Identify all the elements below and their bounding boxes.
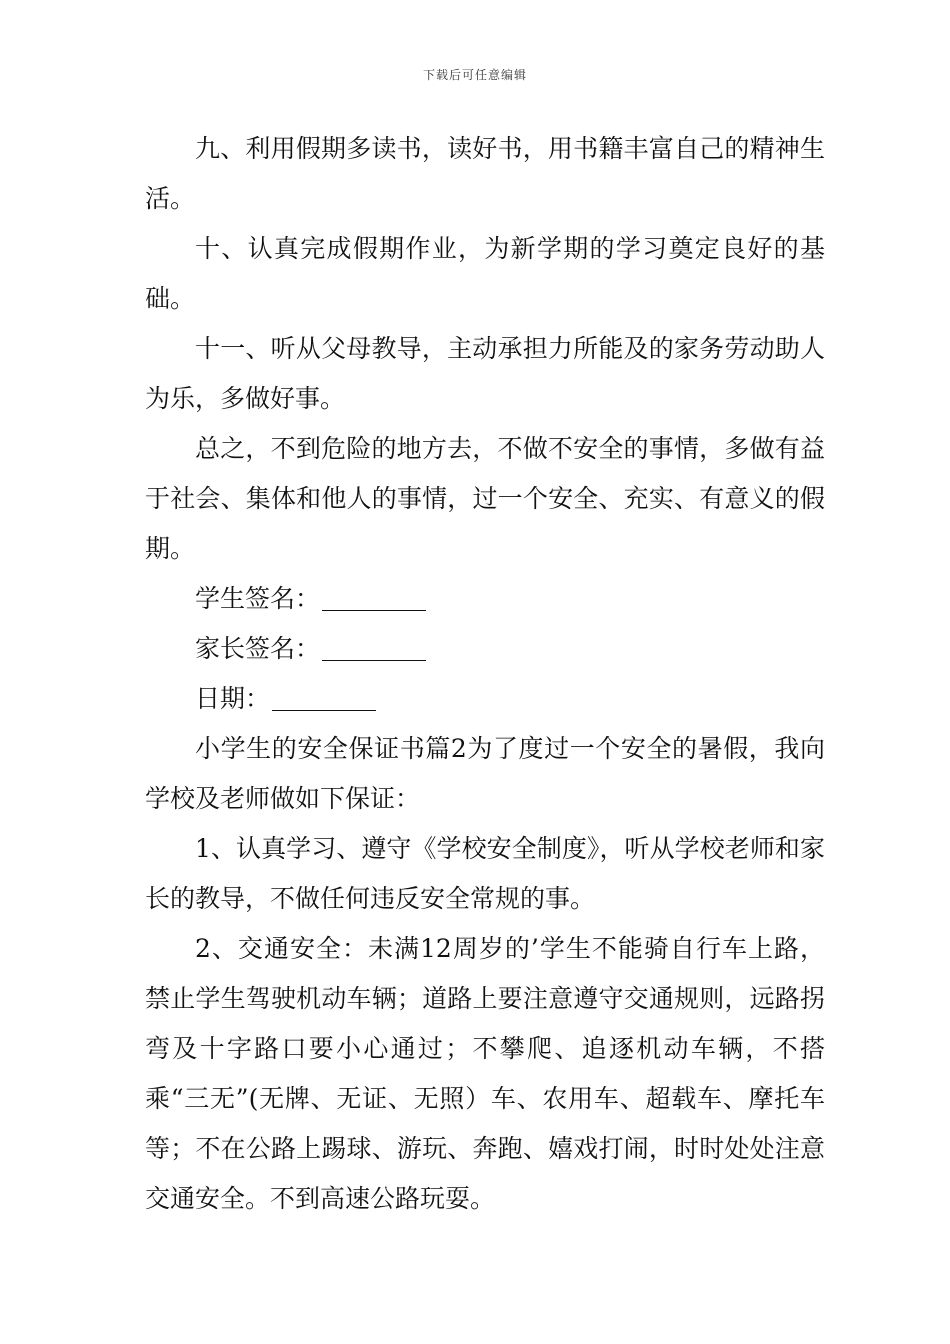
parent-signature-blank (322, 634, 426, 661)
date-blank (272, 684, 376, 711)
page-header-note: 下载后可任意编辑 (422, 68, 527, 82)
paragraph-item-10: 十、认真完成假期作业，为新学期的学习奠定良好的基础。 (145, 234, 825, 313)
paragraph-item-11: 十一、听从父母教导，主动承担力所能及的家务劳动助人为乐，多做好事。 (145, 334, 825, 413)
student-signature-label: 学生签名： (195, 584, 321, 613)
paragraph-section-2-intro: 小学生的安全保证书篇2为了度过一个安全的暑假，我向学校及老师做如下保证： (145, 734, 825, 813)
date-label: 日期： (195, 684, 271, 713)
document-body (145, 124, 825, 1224)
paragraph-summary: 总之，不到危险的地方去，不做不安全的事情，多做有益于社会、集体和他人的事情，过一个安全、充实、有意义的假期。 (145, 434, 825, 563)
paragraph-item-9: 九、利用假期多读书，读好书，用书籍丰富自己的精神生活。 (145, 134, 825, 213)
paragraph-rule-1: 1、认真学习、遵守《学校安全制度》，听从学校老师和家长的教导，不做任何违反安全常规的事。 (145, 834, 825, 913)
parent-signature-line (145, 624, 825, 674)
date-line (145, 674, 825, 724)
paragraph-rule-2: 2、交通安全：未满12周岁的’学生不能骑自行车上路，禁止学生驾驶机动车辆；道路上要注意遵守交通规则，远路拐弯及十字路口要小心通过；不攀爬、追逐机动车辆，不搭乘“三无”(无牌、无证、无照）车、农用车、超载车、摩托车等；不在公路上踢球、游玩、奔跑、嬉戏打闹，时时处处注意交通安全。不到高速公路玩耍。 (145, 934, 825, 1213)
student-signature-line (145, 574, 825, 624)
parent-signature-label: 家长签名： (195, 634, 321, 663)
student-signature-blank (322, 584, 426, 611)
